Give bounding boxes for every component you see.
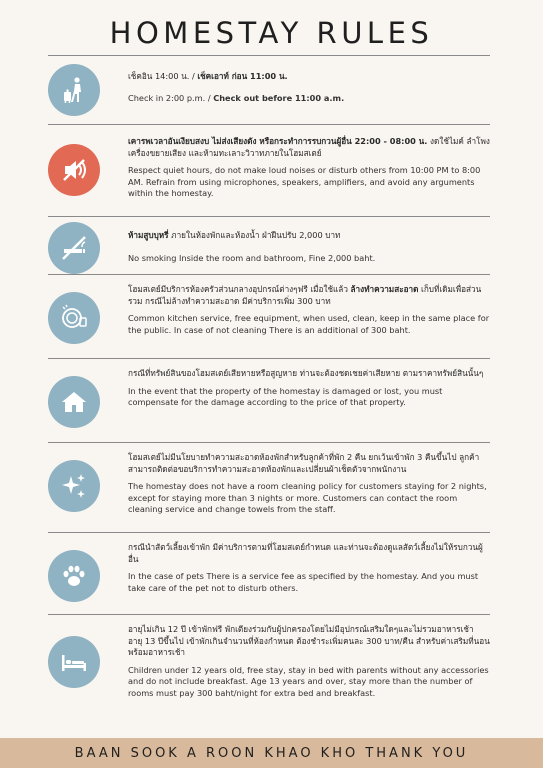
rule-en-text: The homestay does not have a room cleaning policy for customers staying for 2 nights, except for staying more than 3 nights or more. Customers can contact the room cleaning service and change towels from the staff. xyxy=(128,481,487,514)
rule-en-text: Respect quiet hours, do not make loud noises or disturb others from 10:00 PM to 8:00 AM. Refrain from using microphones, speakers, amplifiers, and avoid any arguments within the homestay. xyxy=(128,165,481,198)
traveler-luggage-icon xyxy=(48,64,100,116)
divider xyxy=(48,532,490,533)
rule-th-text: เช็คอิน 14:00 น. / เช็คเอาท์ ก่อน 11:00 น. xyxy=(128,71,288,81)
rule-en-text: Check in 2:00 p.m. / Check out before 11:00 a.m. xyxy=(128,92,345,103)
divider xyxy=(48,124,490,125)
sparkle-cleaning-icon xyxy=(48,460,100,512)
rule-en-text: Common kitchen service, free equipment, when used, clean, keep in the same place for the public. In case of not cleaning There is an additional of 300 baht. xyxy=(128,313,490,335)
divider xyxy=(48,55,490,56)
divider xyxy=(48,216,490,217)
rule-th-text: โฮมสเตย์ไม่มีนโยบายทำความสะอาดห้องพักสำหรับลูกค้าที่พัก 2 คืน ยกเว้นเข้าพัก 3 คืนขึ้นไป ลูกค้าสามารถติดต่อขอบริการทำความสะอาดห้องพักและเปลี่ยนผ้าเช็ดตัวจากพนักงาน xyxy=(128,452,480,474)
paw-icon xyxy=(48,550,100,602)
rule-en-text: In the case of pets There is a service fee as specified by the homestay. And you must take care of the pet not to disturb others. xyxy=(128,571,479,593)
rule-th-text: กรณีที่ทรัพย์สินของโฮมสเตย์เสียหายหรือสูญหาย ท่านจะต้องชดเชยค่าเสียหาย ตามราคาทรัพย์สินนั้นๆ xyxy=(128,368,484,378)
divider xyxy=(48,614,490,615)
divider xyxy=(48,274,490,275)
page-title: HOMESTAY RULES xyxy=(109,16,434,50)
rule-pets xyxy=(48,540,490,610)
divider xyxy=(48,358,490,359)
rule-en-text: In the event that the property of the homestay is damaged or lost, you must compensate for the damage according to the price of that property. xyxy=(128,385,443,407)
rule-property-damage xyxy=(48,366,490,438)
house-icon xyxy=(48,376,100,428)
divider xyxy=(48,442,490,443)
rule-room-cleaning xyxy=(48,450,490,530)
rule-checkin xyxy=(48,64,490,116)
rule-en-text: No smoking Inside the room and bathroom, Fine 2,000 baht. xyxy=(128,252,376,263)
rule-th-text: เคารพเวลาอันเงียบสงบ ไม่ส่งเสียงดัง หรือกระทำการรบกวนผู้อื่น 22:00 - 08:00 น. งดใช้ไมค์ ลำโพง เครื่องขยายเสียง และห้ามทะเลาะวิวาทภายในโฮมสเตย์ xyxy=(128,136,490,158)
rule-th-text: ห้ามสูบบุหรี่ ภายในห้องพักและห้องน้ำ ฝ่าฝืนปรับ 2,000 บาท xyxy=(128,230,341,240)
bed-icon xyxy=(48,636,100,688)
rule-quiet-hours xyxy=(48,134,490,210)
rule-children-extra-bed xyxy=(48,622,490,712)
rule-kitchen xyxy=(48,282,490,354)
rule-th-text: กรณีนำสัตว์เลี้ยงเข้าพัก มีค่าบริการตามที่โฮมสเตย์กำหนด และท่านจะต้องดูแลสัตว์เลี้ยงไม่ให้รบกวนผู้อื่น xyxy=(128,542,483,564)
rule-en-text: Children under 12 years old, free stay, stay in bed with parents without any accessories and do not include breakfast. Age 13 years and over, stay more than the number of rooms must pay 300 baht/night for extra bed and breakfast. xyxy=(128,664,489,698)
rule-no-smoking xyxy=(48,220,490,272)
kitchen-dishes-icon xyxy=(48,292,100,344)
footer-banner: BAAN SOOK A ROON KHAO KHO THANK YOU xyxy=(0,738,543,768)
rule-th-text: อายุไม่เกิน 12 ปี เข้าพักฟรี พักเตียงร่วมกับผู้ปกครองโดยไม่มีอุปกรณ์เสริมใดๆและไม่รวมอาหารเช้า อายุ 13 ปีขึ้นไป เข้าพักเกินจำนวนที่ห้องกำหนด ต้องชำระเพิ่มคนละ 300 บาท/คืน สำหรับค่าเสริมที่นอนพร้อมอาหารเช้า xyxy=(128,624,490,657)
rule-th-text: โฮมสเตย์มีบริการห้องครัวส่วนกลางอุปกรณ์ต่างๆฟรี เมื่อใช้แล้ว ล้างทำความสะอาด เก็บที่เดิมเพื่อส่วนรวม กรณีไม่ล้างทำความสะอาด มีค่าบริการเพิ่ม 300 บาท xyxy=(128,284,482,306)
no-noise-icon xyxy=(48,144,100,196)
no-smoking-icon xyxy=(48,222,100,274)
